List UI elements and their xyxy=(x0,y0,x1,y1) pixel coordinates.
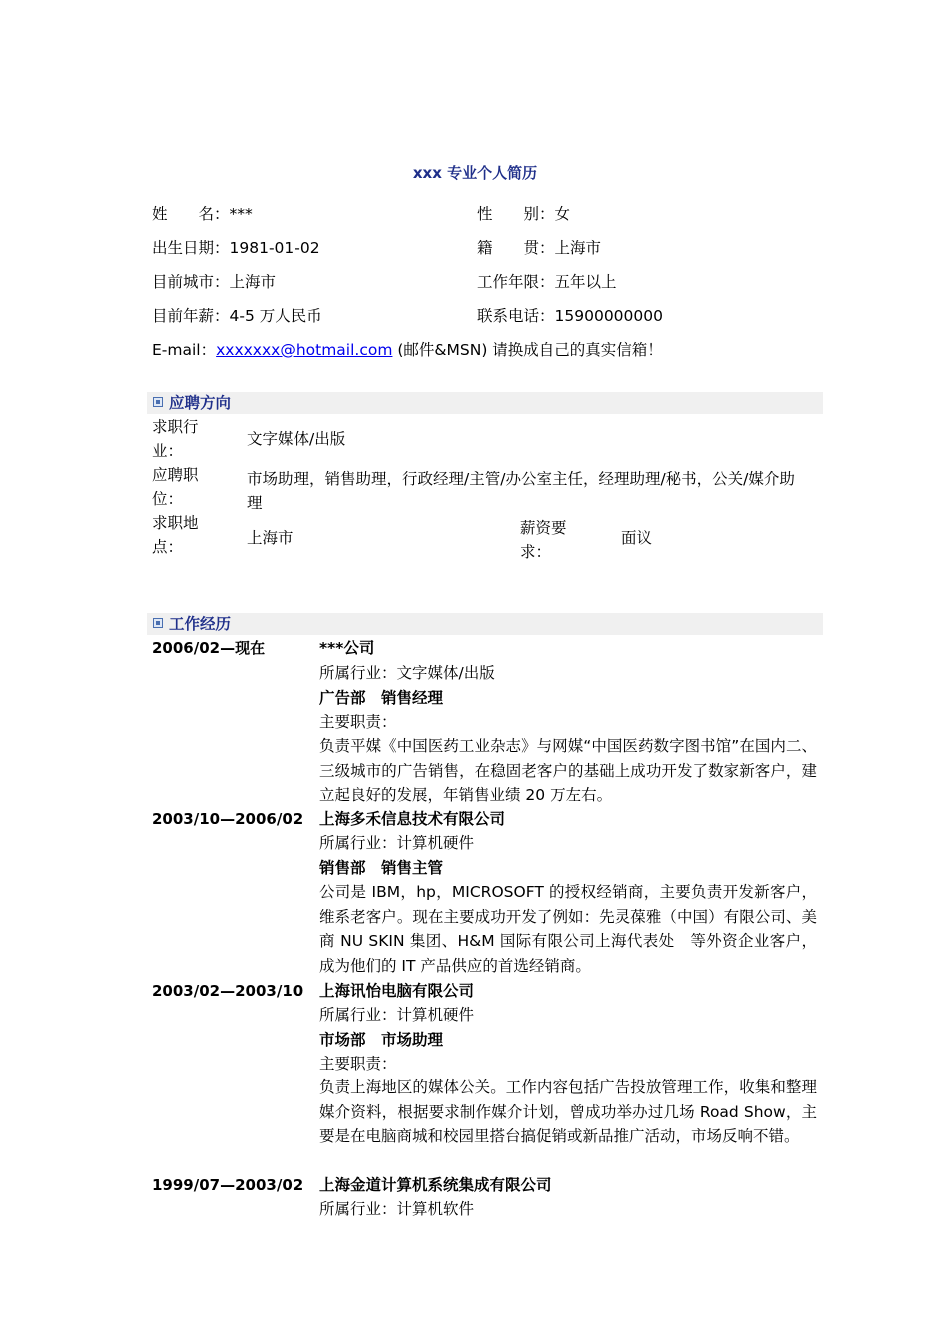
native-value: 上海市 xyxy=(554,239,602,257)
job-duty-label: 主要职责： xyxy=(319,713,397,731)
job-period: 2003/10—2006/02 xyxy=(152,810,304,828)
position-label: 应聘职位： xyxy=(152,466,199,508)
email-link[interactable]: xxxxxxx@hotmail.com xyxy=(216,341,393,359)
native-row xyxy=(477,237,601,259)
email-label: E-mail： xyxy=(152,341,217,359)
birth-row xyxy=(152,237,320,259)
name-value: *** xyxy=(229,205,253,223)
job-period: 1999/07—2003/02 xyxy=(152,1176,304,1194)
birth-label: 出生日期： xyxy=(152,239,230,257)
job-company: 上海金道计算机系统集成有限公司 xyxy=(319,1176,552,1194)
job-company: 上海讯怡电脑有限公司 xyxy=(319,982,475,1000)
job-company: 上海多禾信息技术有限公司 xyxy=(319,810,506,828)
city-label: 目前城市： xyxy=(152,273,230,291)
salary-label: 目前年薪： xyxy=(152,307,230,325)
job-industry: 所属行业：计算机硬件 xyxy=(319,1006,475,1024)
location-value: 上海市 xyxy=(247,529,294,547)
job-industry: 所属行业：计算机硬件 xyxy=(319,834,475,852)
gender-value: 女 xyxy=(554,205,571,223)
industry-label: 求职行业： xyxy=(152,418,199,460)
job-period: 2003/02—2003/10 xyxy=(152,982,304,1000)
name-label: 姓 名： xyxy=(152,205,230,223)
gender-label: 性 别： xyxy=(477,205,555,223)
phone-label: 联系电话： xyxy=(477,307,555,325)
section-bullet-icon xyxy=(153,618,163,628)
years-row xyxy=(477,271,617,293)
job-target-section-header xyxy=(147,392,823,414)
city-value: 上海市 xyxy=(229,273,277,291)
job-description: 负责上海地区的媒体公关。工作内容包括广告投放管理工作，收集和整理媒介资料，根据要求制作媒介计划，曾成功举办过几场 Road Show，主要是在电脑商城和校园里搭台搞促销或新品推广活动，市场反响不错。 xyxy=(319,1078,817,1145)
job-industry: 所属行业：文字媒体/出版 xyxy=(319,664,495,682)
city-row xyxy=(152,271,276,293)
location-label: 求职地点： xyxy=(152,514,199,556)
experience-section-title: 工作经历 xyxy=(169,615,232,633)
email-note: (邮件&MSN) 请换成自己的真实信箱！ xyxy=(392,341,663,359)
industry-value: 文字媒体/出版 xyxy=(247,430,346,448)
birth-value: 1981-01-02 xyxy=(229,239,320,257)
phone-value: 15900000000 xyxy=(554,307,663,325)
job-duty-label: 主要职责： xyxy=(319,1055,397,1073)
salary-value: 4-5 万人民币 xyxy=(229,307,322,325)
native-label: 籍 贯： xyxy=(477,239,555,257)
job-role: 市场部 市场助理 xyxy=(319,1031,444,1049)
job-role: 广告部 销售经理 xyxy=(319,689,444,707)
salary-row xyxy=(152,305,322,327)
email-row xyxy=(152,339,663,361)
experience-section-header xyxy=(147,613,823,635)
job-target-section-title: 应聘方向 xyxy=(169,394,232,412)
years-value: 五年以上 xyxy=(554,273,617,291)
job-description: 负责平媒《中国医药工业杂志》与网媒“中国医药数字图书馆”在国内二、三级城市的广告销售，在稳固老客户的基础上成功开发了数家新客户，建立起良好的发展，年销售业绩 20 万左右。 xyxy=(319,737,817,804)
phone-row xyxy=(477,305,663,327)
job-period: 2006/02—现在 xyxy=(152,639,266,657)
job-company: ***公司 xyxy=(319,639,375,657)
resume-title: xxx 专业个人简历 xyxy=(412,164,538,182)
years-label: 工作年限： xyxy=(477,273,555,291)
job-industry: 所属行业：计算机软件 xyxy=(319,1200,475,1218)
job-description: 公司是 IBM，hp，MICROSOFT 的授权经销商，主要负责开发新客户，维系老客户。现在主要成功开发了例如：先灵葆雅（中国）有限公司、美商 NU SKIN 集团、H&M 国际有限公司上海代表处 等外资企业客户，成为他们的 IT 产品供应的首选经销商。 xyxy=(319,883,817,975)
salary-req-label: 薪资要求： xyxy=(520,519,567,561)
gender-row xyxy=(477,203,570,225)
position-value: 市场助理，销售助理，行政经理/主管/办公室主任，经理助理/秘书，公关/媒介助理 xyxy=(247,470,795,512)
salary-req-value: 面议 xyxy=(621,529,653,547)
name-row xyxy=(152,203,253,225)
section-bullet-icon xyxy=(153,397,163,407)
job-role: 销售部 销售主管 xyxy=(319,859,444,877)
